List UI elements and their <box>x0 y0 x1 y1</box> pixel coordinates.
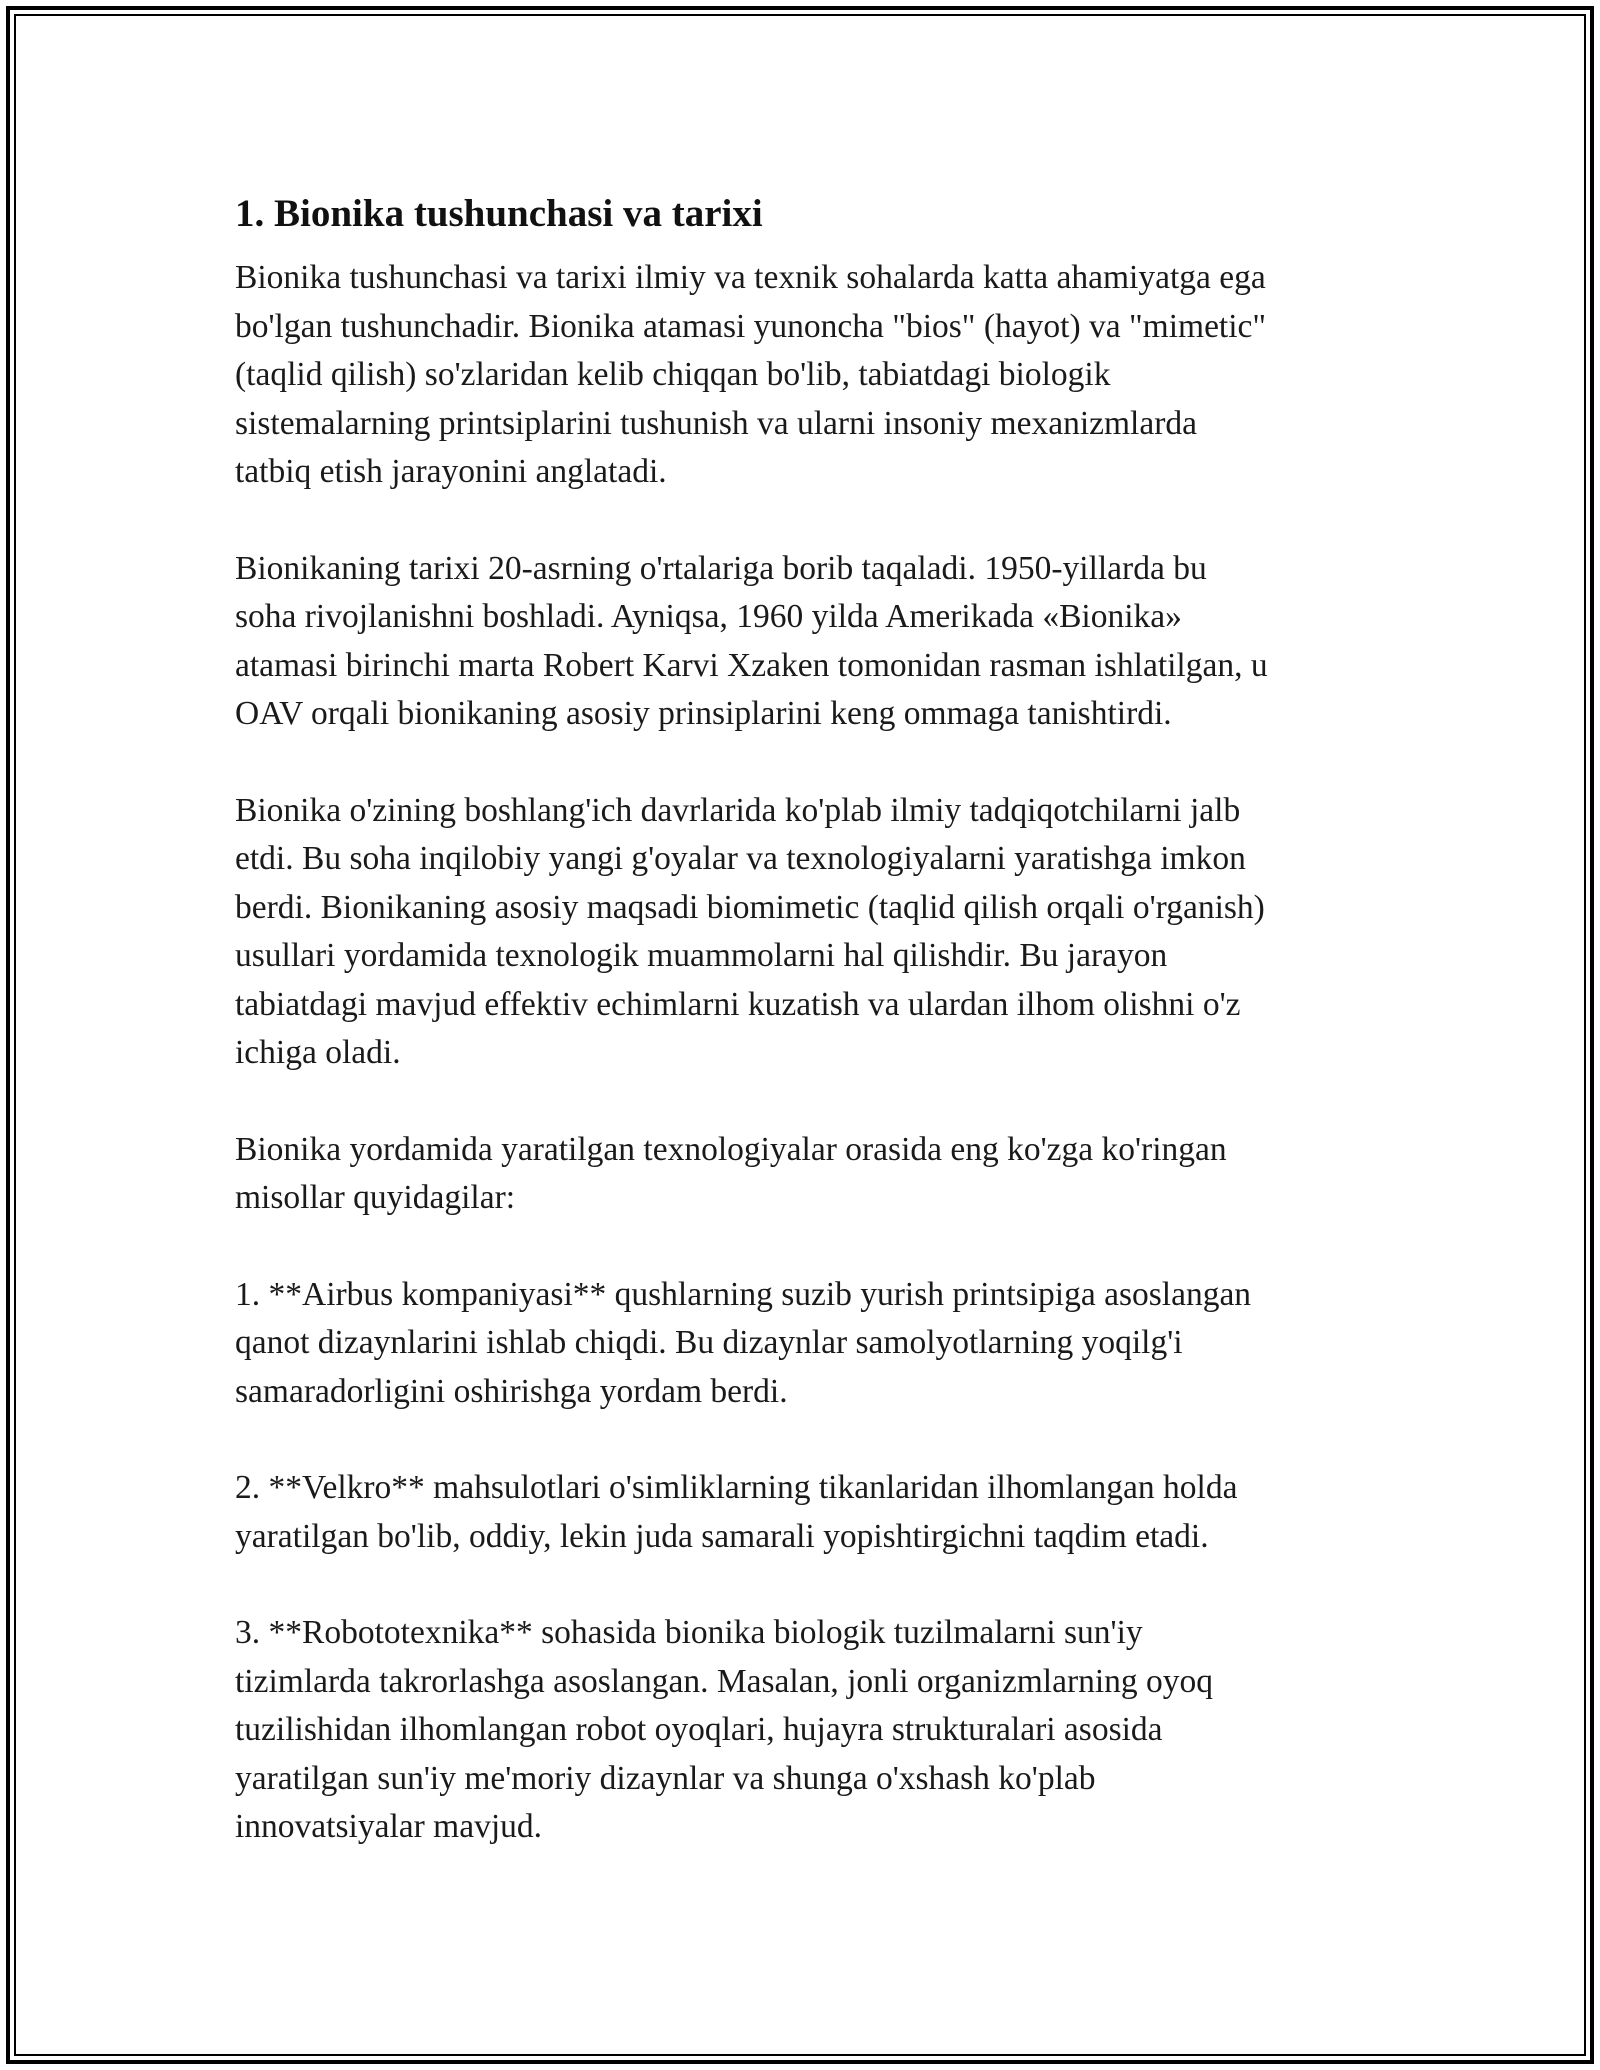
list-item-velkro: 2. **Velkro** mahsulotlari o'simliklarning tikanlaridan ilhomlangan holda yaratilgan bo'lib, oddiy, lekin juda samarali yopishtirgichni taqdim etadi. <box>235 1469 1238 1555</box>
document-body <box>235 186 1370 1900</box>
list-item-airbus: 1. **Airbus kompaniyasi** qushlarning suzib yurish printsipiga asoslangan qanot dizaynlarini ishlab chiqdi. Bu dizaynlar samolyotlarning yoqilg'i samaradorligini oshirishga yordam berdi. <box>235 1275 1252 1410</box>
paragraph-definition: Bionika tushunchasi va tarixi ilmiy va texnik sohalarda katta ahamiyatga ega bo'lgan tushunchadir. Bionika atamasi yunoncha "bios" (hayot) va "mimetic" (taqlid qilish) so'zlaridan kelib chiqqan bo'lib, tabiatdagi biologik sistemalarning printsiplarini tushunish va ularni insoniy mexanizmlarda tatbiq etish jarayonini anglatadi. <box>235 259 1267 490</box>
list-item-robototexnika: 3. **Robototexnika** sohasida bionika biologik tuzilmalarni sun'iy tizimlarda takrorlashga asoslangan. Masalan, jonli organizmlarning oyoq tuzilishidan ilhomlangan robot oyoqlari, hujayra strukturalari asosida yaratilgan sun'iy me'moriy dizaynlar va shunga o'xshash ko'plab innovatsiyalar mavjud. <box>235 1614 1214 1845</box>
paragraph-history: Bionikaning tarixi 20-asrning o'rtalariga borib taqaladi. 1950-yillarda bu soha rivojlanishni boshladi. Ayniqsa, 1960 yilda Amerikada «Bionika» atamasi birinchi marta Robert Karvi Xzaken tomonidan rasman ishlatilgan, u OAV orqali bionikaning asosiy prinsiplarini keng ommaga tanishtirdi. <box>235 549 1268 732</box>
paragraph-early-period: Bionika o'zining boshlang'ich davrlarida ko'plab ilmiy tadqiqotchilarni jalb etdi. Bu soha inqilobiy yangi g'oyalar va texnologiyalarni yaratishga imkon berdi. Bionikaning asosiy maqsadi biomimetic (taqlid qilish orqali o'rganish) usullari yordamida texnologik muammolarni hal qilishdir. Bu jarayon tabiatdagi mavjud effektiv echimlarni kuzatish va ulardan ilhom olishni o'z ichiga oladi. <box>235 791 1265 1071</box>
section-heading: 1. Bionika tushunchasi va tarixi <box>235 192 763 235</box>
paragraph-examples-intro: Bionika yordamida yaratilgan texnologiyalar orasida eng ko'zga ko'ringan misollar quyidagilar: <box>235 1130 1227 1216</box>
